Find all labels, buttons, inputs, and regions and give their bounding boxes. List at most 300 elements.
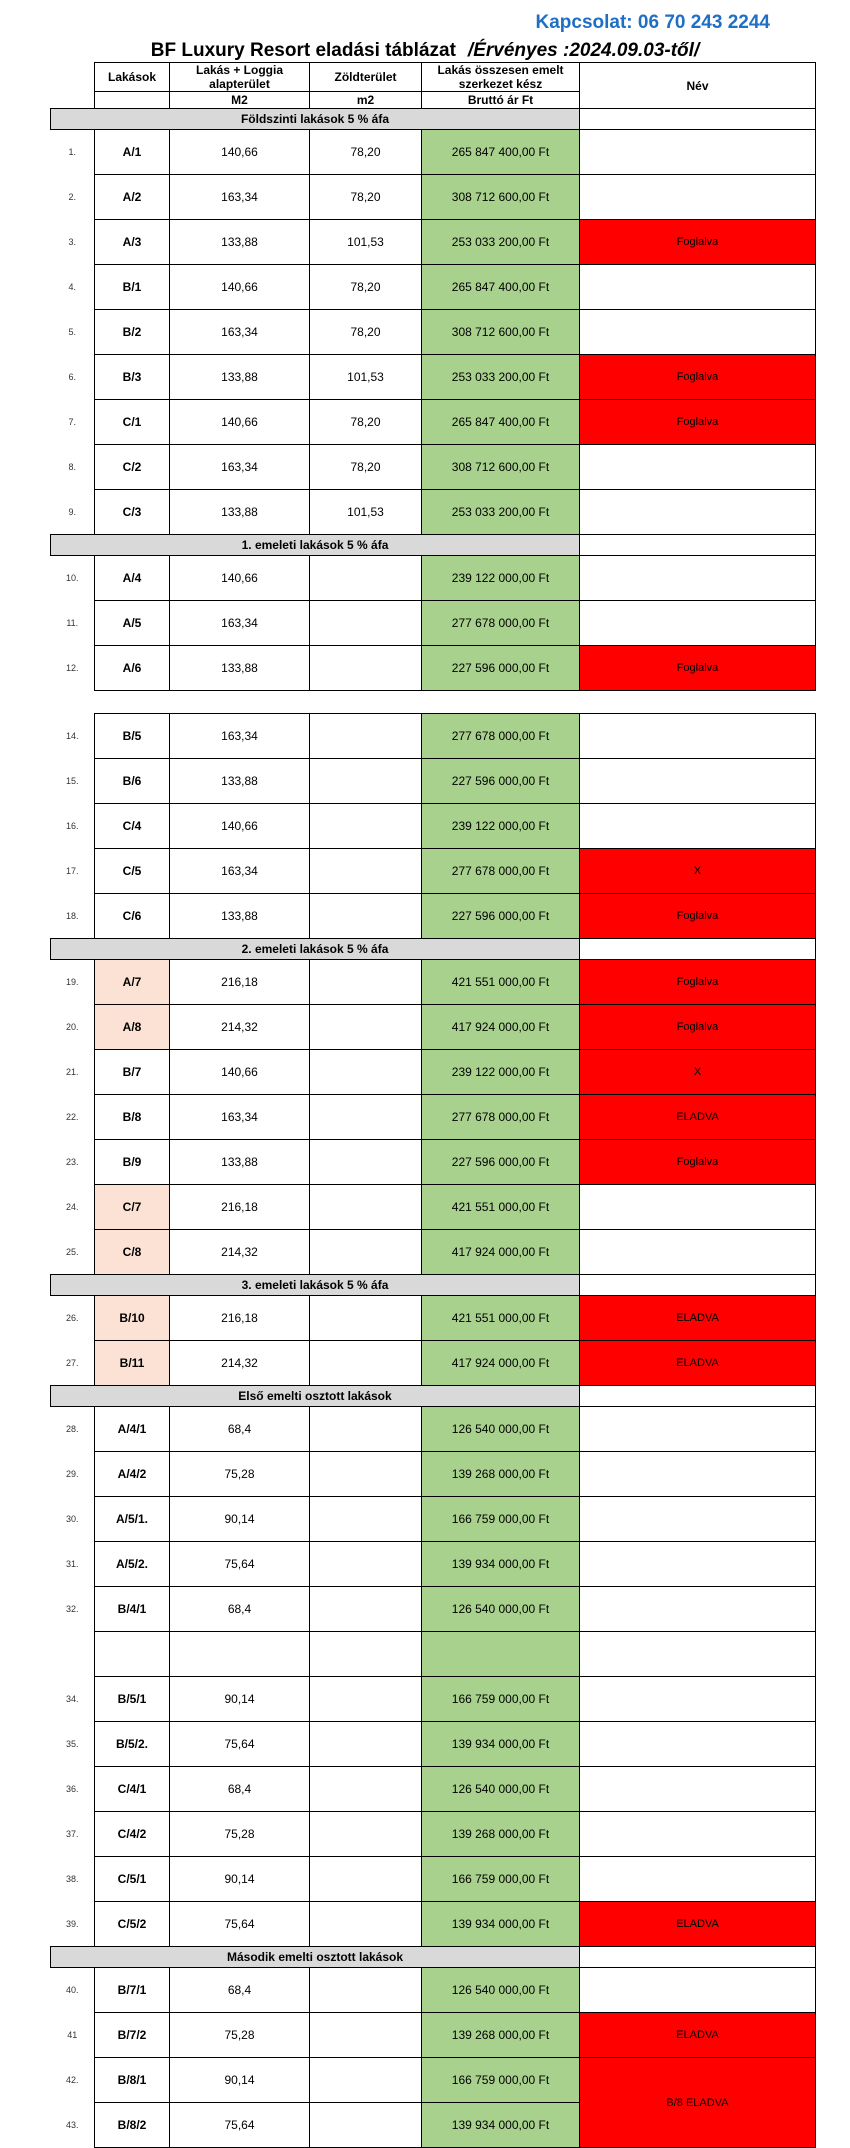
status-cell: [580, 310, 816, 355]
table-row: [51, 175, 816, 220]
apartments-unit: [95, 92, 170, 109]
area-cell: [170, 1632, 310, 1677]
price-cell: 417 924 000,00 Ft: [422, 1230, 580, 1275]
gap-cell: [310, 691, 422, 714]
green-cell: [310, 2013, 422, 2058]
price-cell: 421 551 000,00 Ft: [422, 960, 580, 1005]
area-cell: 163,34: [170, 601, 310, 646]
section-title: Második emelti osztott lakások: [51, 1947, 580, 1968]
row-index: 24.: [65, 1202, 79, 1212]
apartment-cell: B/3: [95, 355, 170, 400]
apartment-cell: C/5: [95, 849, 170, 894]
green-cell: [310, 1452, 422, 1497]
area-cell: 163,34: [170, 310, 310, 355]
status-cell: [580, 1185, 816, 1230]
green-cell: [310, 894, 422, 939]
section-title: 3. emeleti lakások 5 % áfa: [51, 1275, 580, 1296]
price-cell: 265 847 400,00 Ft: [422, 400, 580, 445]
green-cell: [310, 759, 422, 804]
row-index: 40.: [65, 1985, 79, 1996]
table-row: [51, 2058, 816, 2103]
table-row: [51, 2013, 816, 2058]
row-index: 7.: [68, 417, 76, 427]
green-cell: [310, 1185, 422, 1230]
apartment-cell: B/7: [95, 1050, 170, 1095]
row-index: 29.: [65, 1469, 79, 1479]
apartment-cell: A/5: [95, 601, 170, 646]
green-cell: [310, 646, 422, 691]
row-index: 30.: [65, 1514, 79, 1524]
price-cell: 227 596 000,00 Ft: [422, 646, 580, 691]
row-index: 43.: [65, 2120, 79, 2130]
area-cell: 133,88: [170, 355, 310, 400]
status-cell: [580, 1857, 816, 1902]
green-cell: [310, 556, 422, 601]
section-title: Első emelti osztott lakások: [51, 1386, 580, 1407]
price-cell: 227 596 000,00 Ft: [422, 759, 580, 804]
area-cell: 133,88: [170, 220, 310, 265]
price-cell: 166 759 000,00 Ft: [422, 1497, 580, 1542]
area-unit: M2: [170, 92, 310, 109]
area-cell: 133,88: [170, 646, 310, 691]
status-cell: [580, 556, 816, 601]
row-index: 10.: [65, 573, 79, 584]
price-cell: 126 540 000,00 Ft: [422, 1767, 580, 1812]
row-index: 34.: [65, 1694, 79, 1704]
apartment-cell: A/3: [95, 220, 170, 265]
price-cell: 253 033 200,00 Ft: [422, 355, 580, 400]
row-index: 14.: [65, 731, 79, 741]
row-index: 42.: [65, 2075, 79, 2085]
apartment-cell: B/5: [95, 714, 170, 759]
green-cell: [310, 849, 422, 894]
green-cell: [310, 1230, 422, 1275]
table-row: [51, 714, 816, 759]
price-cell: 126 540 000,00 Ft: [422, 1407, 580, 1452]
price-cell: 139 934 000,00 Ft: [422, 2103, 580, 2148]
table-row: [51, 1140, 816, 1185]
valid-from: /Érvényes :2024.09.03-től/: [467, 40, 700, 61]
apartment-cell: B/2: [95, 310, 170, 355]
status-cell: [580, 1452, 816, 1497]
table-row: [51, 646, 816, 691]
area-cell: 68,4: [170, 1407, 310, 1452]
table-row: [51, 1767, 816, 1812]
area-cell: 90,14: [170, 2058, 310, 2103]
status-cell: [580, 1722, 816, 1767]
area-cell: 216,18: [170, 1296, 310, 1341]
index-header: [51, 63, 95, 92]
row-index: 26.: [65, 1313, 79, 1324]
apartment-cell: C/1: [95, 400, 170, 445]
area-cell: 140,66: [170, 400, 310, 445]
contact-phone: Kapcsolat: 06 70 243 2244: [535, 12, 770, 33]
area-cell: 163,34: [170, 175, 310, 220]
row-index: 8.: [68, 462, 76, 472]
section-header: [51, 535, 816, 556]
table-row: [51, 960, 816, 1005]
status-cell: [580, 1407, 816, 1452]
apartment-cell: C/2: [95, 445, 170, 490]
row-index: 16.: [65, 821, 79, 831]
apartment-cell: C/7: [95, 1185, 170, 1230]
price-cell: 239 122 000,00 Ft: [422, 804, 580, 849]
apartment-cell: A/4: [95, 556, 170, 601]
status-cell: ELADVA: [580, 2013, 816, 2058]
green-cell: [310, 2103, 422, 2148]
price-cell: 417 924 000,00 Ft: [422, 1005, 580, 1050]
price-cell: 166 759 000,00 Ft: [422, 1677, 580, 1722]
status-cell: [580, 759, 816, 804]
green-cell: [310, 960, 422, 1005]
green-cell: 78,20: [310, 175, 422, 220]
area-cell: 140,66: [170, 130, 310, 175]
table-row: [51, 1812, 816, 1857]
status-cell: [580, 714, 816, 759]
green-cell: [310, 601, 422, 646]
status-cell: [580, 1497, 816, 1542]
row-index: [51, 1632, 95, 1677]
table-row: [51, 1542, 816, 1587]
area-cell: 216,18: [170, 1185, 310, 1230]
status-cell: ELADVA: [580, 1341, 816, 1386]
table-row: [51, 1230, 816, 1275]
area-cell: 133,88: [170, 490, 310, 535]
row-index: 31.: [65, 1559, 79, 1569]
status-cell: [580, 1632, 816, 1677]
table-row: [51, 894, 816, 939]
status-cell: [580, 1812, 816, 1857]
name-header: Név: [580, 63, 816, 109]
price-cell: 265 847 400,00 Ft: [422, 265, 580, 310]
green-cell: [310, 1341, 422, 1386]
table-row: [51, 1677, 816, 1722]
price-cell: 166 759 000,00 Ft: [422, 2058, 580, 2103]
table-row: [51, 1341, 816, 1386]
green-cell: [310, 1542, 422, 1587]
area-cell: 214,32: [170, 1230, 310, 1275]
row-index: 38.: [65, 1874, 79, 1884]
green-cell: [310, 1140, 422, 1185]
status-cell: Foglalva: [580, 220, 816, 265]
status-cell: [580, 1677, 816, 1722]
apartment-cell: C/6: [95, 894, 170, 939]
green-cell: [310, 1407, 422, 1452]
table-row: [51, 1185, 816, 1230]
green-cell: [310, 1767, 422, 1812]
price-cell: 308 712 600,00 Ft: [422, 310, 580, 355]
green-cell: [310, 1902, 422, 1947]
table-row: [51, 310, 816, 355]
gap-cell: [51, 691, 95, 714]
apartment-cell: C/5/2: [95, 1902, 170, 1947]
price-cell: 126 540 000,00 Ft: [422, 1587, 580, 1632]
table-row: [51, 1902, 816, 1947]
apartment-cell: B/8: [95, 1095, 170, 1140]
sales-table: [50, 62, 816, 2148]
area-cell: 133,88: [170, 1140, 310, 1185]
price-cell: 277 678 000,00 Ft: [422, 849, 580, 894]
row-index: 17.: [65, 866, 79, 876]
apartment-cell: B/8/1: [95, 2058, 170, 2103]
area-cell: 216,18: [170, 960, 310, 1005]
apartment-cell: B/7/1: [95, 1968, 170, 2013]
price-unit: Bruttó ár Ft: [422, 92, 580, 109]
row-index: 35.: [65, 1739, 79, 1749]
apartment-cell: A/5/2.: [95, 1542, 170, 1587]
row-index: 37.: [65, 1829, 79, 1839]
row-index: 32.: [65, 1604, 79, 1614]
apartment-cell: B/4/1: [95, 1587, 170, 1632]
area-cell: 214,32: [170, 1005, 310, 1050]
table-row: [51, 601, 816, 646]
row-index: 1.: [68, 147, 76, 158]
price-cell: 421 551 000,00 Ft: [422, 1296, 580, 1341]
gap-cell: [95, 691, 170, 714]
status-cell: [580, 445, 816, 490]
table-row: [51, 1407, 816, 1452]
price-cell: 253 033 200,00 Ft: [422, 220, 580, 265]
green-cell: [310, 1095, 422, 1140]
gap-row: [51, 691, 816, 714]
table-row: [51, 265, 816, 310]
status-cell: [580, 1542, 816, 1587]
table-row: [51, 1050, 816, 1095]
row-index: 20.: [65, 1022, 79, 1032]
apartment-cell: B/6: [95, 759, 170, 804]
price-cell: 239 122 000,00 Ft: [422, 1050, 580, 1095]
price-cell: 227 596 000,00 Ft: [422, 894, 580, 939]
status-cell: B/8 ELADVA: [580, 2058, 816, 2148]
table-row: [51, 1452, 816, 1497]
status-cell: [580, 1587, 816, 1632]
apartment-cell: B/5/1: [95, 1677, 170, 1722]
green-cell: [310, 1677, 422, 1722]
green-cell: 78,20: [310, 400, 422, 445]
status-cell: [580, 265, 816, 310]
gap-cell: [170, 691, 310, 714]
blank-row: [51, 1632, 816, 1677]
status-cell: [580, 1968, 816, 2013]
apartment-cell: B/8/2: [95, 2103, 170, 2148]
table-row: [51, 1005, 816, 1050]
area-cell: 75,28: [170, 1812, 310, 1857]
table-row: [51, 130, 816, 175]
section-title: Földszinti lakások 5 % áfa: [51, 109, 580, 130]
table-row: [51, 556, 816, 601]
green-cell: 78,20: [310, 265, 422, 310]
green-cell: [310, 1497, 422, 1542]
status-cell: [580, 1230, 816, 1275]
price-cell: 139 268 000,00 Ft: [422, 2013, 580, 2058]
table-row: [51, 400, 816, 445]
status-cell: [580, 130, 816, 175]
apartment-cell: C/4: [95, 804, 170, 849]
area-cell: 68,4: [170, 1968, 310, 2013]
status-cell: Foglalva: [580, 1005, 816, 1050]
apartment-cell: C/5/1: [95, 1857, 170, 1902]
row-index: 2.: [68, 192, 76, 202]
row-index: 3.: [68, 237, 76, 247]
status-cell: [580, 490, 816, 535]
status-cell: [580, 175, 816, 220]
area-cell: 163,34: [170, 714, 310, 759]
price-cell: 308 712 600,00 Ft: [422, 445, 580, 490]
green-cell: [310, 1587, 422, 1632]
price-cell: 139 934 000,00 Ft: [422, 1902, 580, 1947]
table-row: [51, 1722, 816, 1767]
apartment-cell: A/4/1: [95, 1407, 170, 1452]
section-title: 2. emeleti lakások 5 % áfa: [51, 939, 580, 960]
area-cell: 140,66: [170, 804, 310, 849]
table-row: [51, 490, 816, 535]
status-cell: ELADVA: [580, 1095, 816, 1140]
price-cell: 139 934 000,00 Ft: [422, 1722, 580, 1767]
row-index: 22.: [65, 1112, 79, 1122]
row-index: 15.: [65, 776, 79, 786]
table-row: [51, 220, 816, 265]
price-cell: 421 551 000,00 Ft: [422, 1185, 580, 1230]
price-cell: 126 540 000,00 Ft: [422, 1968, 580, 2013]
apartment-cell: C/4/1: [95, 1767, 170, 1812]
area-cell: 75,64: [170, 2103, 310, 2148]
gap-cell: [580, 691, 816, 714]
row-index: 11.: [66, 618, 79, 628]
status-cell: Foglalva: [580, 400, 816, 445]
area-cell: 133,88: [170, 894, 310, 939]
area-cell: 140,66: [170, 556, 310, 601]
table-row: [51, 1296, 816, 1341]
apartment-cell: A/6: [95, 646, 170, 691]
table-row: [51, 355, 816, 400]
green-header: Zöldterület: [310, 63, 422, 92]
area-cell: 75,28: [170, 1452, 310, 1497]
area-cell: 68,4: [170, 1767, 310, 1812]
section-name-cell: [580, 1947, 816, 1968]
status-cell: ELADVA: [580, 1296, 816, 1341]
price-cell: 417 924 000,00 Ft: [422, 1341, 580, 1386]
green-cell: [310, 1005, 422, 1050]
table-row: [51, 445, 816, 490]
price-cell: 277 678 000,00 Ft: [422, 601, 580, 646]
row-index: 9.: [68, 506, 76, 517]
section-name-cell: [580, 1275, 816, 1296]
row-index: 21.: [65, 1067, 79, 1077]
apartments-header: Lakások: [95, 63, 170, 92]
area-cell: 75,64: [170, 1902, 310, 1947]
apartment-cell: B/10: [95, 1296, 170, 1341]
apartment-cell: B/5/2.: [95, 1722, 170, 1767]
green-cell: 101,53: [310, 220, 422, 265]
section-header: [51, 1947, 816, 1968]
price-header: Lakás összesen emelt szerkezet kész: [422, 63, 580, 92]
table-row: [51, 759, 816, 804]
index-unit: [51, 92, 95, 109]
section-header: [51, 939, 816, 960]
apartment-cell: A/5/1.: [95, 1497, 170, 1542]
area-cell: 214,32: [170, 1341, 310, 1386]
row-index: 41: [67, 2030, 78, 2040]
table-row: [51, 1857, 816, 1902]
green-cell: 78,20: [310, 310, 422, 355]
green-cell: [310, 1812, 422, 1857]
status-cell: [580, 804, 816, 849]
table-row: [51, 1968, 816, 2013]
status-cell: Foglalva: [580, 960, 816, 1005]
green-cell: 101,53: [310, 490, 422, 535]
area-cell: 163,34: [170, 849, 310, 894]
price-cell: 277 678 000,00 Ft: [422, 1095, 580, 1140]
apartment-cell: B/11: [95, 1341, 170, 1386]
green-cell: 101,53: [310, 355, 422, 400]
section-header: [51, 1386, 816, 1407]
status-cell: Foglalva: [580, 646, 816, 691]
price-cell: 139 268 000,00 Ft: [422, 1452, 580, 1497]
status-cell: Foglalva: [580, 1140, 816, 1185]
green-cell: [310, 1968, 422, 2013]
price-cell: [422, 1632, 580, 1677]
gap-cell: [422, 691, 580, 714]
status-cell: [580, 601, 816, 646]
price-cell: 308 712 600,00 Ft: [422, 175, 580, 220]
green-cell: [310, 714, 422, 759]
apartment-cell: A/2: [95, 175, 170, 220]
apartment-cell: [95, 1632, 170, 1677]
status-cell: X: [580, 849, 816, 894]
row-index: 19.: [65, 977, 79, 988]
area-cell: 90,14: [170, 1497, 310, 1542]
section-header: [51, 1275, 816, 1296]
area-cell: 90,14: [170, 1857, 310, 1902]
section-name-cell: [580, 1386, 816, 1407]
area-cell: 133,88: [170, 759, 310, 804]
area-cell: 140,66: [170, 265, 310, 310]
section-name-cell: [580, 535, 816, 556]
area-cell: 75,64: [170, 1722, 310, 1767]
apartment-cell: A/4/2: [95, 1452, 170, 1497]
green-cell: [310, 1722, 422, 1767]
apartment-cell: B/1: [95, 265, 170, 310]
apartment-cell: C/8: [95, 1230, 170, 1275]
green-cell: [310, 1050, 422, 1095]
row-index: 12.: [65, 663, 79, 673]
status-cell: X: [580, 1050, 816, 1095]
price-cell: 227 596 000,00 Ft: [422, 1140, 580, 1185]
table-row: [51, 849, 816, 894]
row-index: 25.: [65, 1246, 79, 1257]
area-cell: 68,4: [170, 1587, 310, 1632]
row-index: 39.: [65, 1918, 79, 1929]
green-cell: [310, 1632, 422, 1677]
apartment-cell: B/7/2: [95, 2013, 170, 2058]
page-title: [0, 40, 850, 62]
row-index: 36.: [65, 1784, 79, 1794]
price-cell: 166 759 000,00 Ft: [422, 1857, 580, 1902]
green-cell: [310, 2058, 422, 2103]
area-cell: 90,14: [170, 1677, 310, 1722]
table-row: [51, 804, 816, 849]
row-index: 5.: [68, 327, 76, 337]
area-cell: 140,66: [170, 1050, 310, 1095]
area-header: Lakás + Loggia alapterület: [170, 63, 310, 92]
section-header: [51, 109, 816, 130]
status-cell: [580, 1767, 816, 1812]
apartment-cell: C/3: [95, 490, 170, 535]
table-row: [51, 1497, 816, 1542]
price-cell: 253 033 200,00 Ft: [422, 490, 580, 535]
row-index: 27.: [65, 1357, 79, 1368]
price-cell: 239 122 000,00 Ft: [422, 556, 580, 601]
